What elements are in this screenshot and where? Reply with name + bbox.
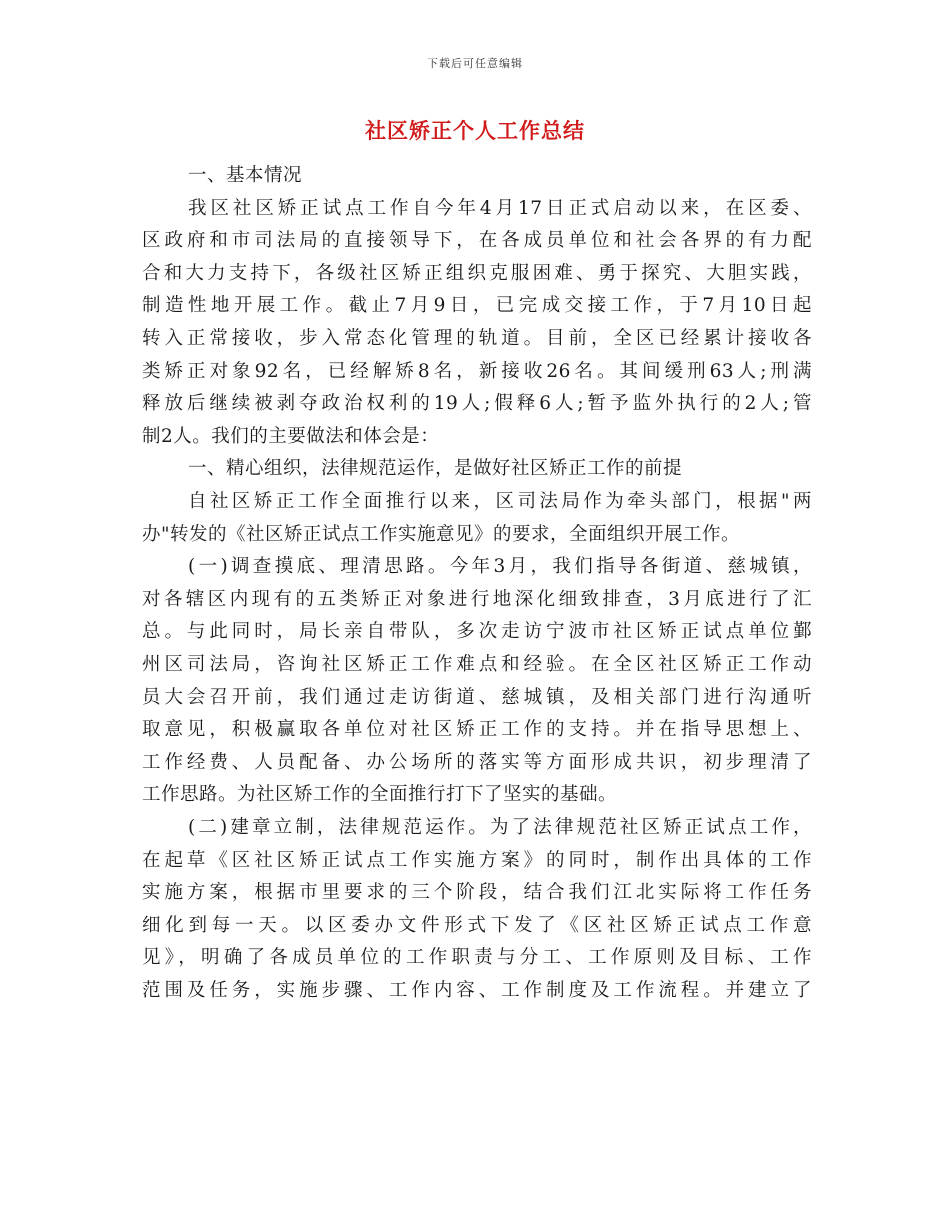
body-line: 见》，明确了各成员单位的工作职责与分工、工作原则及目标、工作	[142, 947, 812, 968]
body-line: 办"转发的《社区矫正试点工作实施意见》的要求，全面组织开展工作。	[142, 524, 741, 545]
body-line: 范围及任务，实施步骤、工作内容、工作制度及工作流程。并建立了	[142, 980, 812, 1001]
body-line: 细化到每一天。以区委办文件形式下发了《区社区矫正试点工作意	[142, 915, 812, 936]
body-line: 制2人。我们的主要做法和体会是：	[142, 426, 440, 447]
body-line: 州区司法局，咨询社区矫正工作难点和经验。在全区社区矫正工作动	[142, 654, 812, 675]
body-line: 工作思路。为社区矫工作的全面推行打下了坚实的基础。	[142, 784, 618, 805]
body-line: 制造性地开展工作。截止7月9日，已完成交接工作，于7月10日起	[142, 295, 812, 316]
page-header-note: 下载后可任意编辑	[427, 57, 523, 70]
body-line: (二)建章立制，法律规范运作。为了法律规范社区矫正试点工作，	[188, 817, 812, 838]
body-line: 一、基本情况	[188, 165, 303, 186]
body-line: 在起草《区社区矫正试点工作实施方案》的同时，制作出具体的工作	[142, 850, 812, 871]
body-line: 对各辖区内现有的五类矫正对象进行地深化细致排查，3月底进行了汇	[142, 589, 812, 610]
body-line: 总。与此同时，局长亲自带队，多次走访宁波市社区矫正试点单位鄞	[142, 621, 812, 642]
body-line: 合和大力支持下，各级社区矫正组织克服困难、勇于探究、大胆实践，	[142, 263, 812, 284]
body-line: 工作经费、人员配备、办公场所的落实等方面形成共识，初步理清了	[142, 752, 812, 773]
body-line: 取意见，积极赢取各单位对社区矫正工作的支持。并在指导思想上、	[142, 719, 812, 740]
body-line: 类矫正对象92名，已经解矫8名，新接收26名。其间缓刑63人;刑满	[142, 361, 812, 382]
body-line: 实施方案，根据市里要求的三个阶段，结合我们江北实际将工作任务	[142, 882, 812, 903]
body-line: 转入正常接收，步入常态化管理的轨道。目前，全区已经累计接收各	[142, 328, 812, 349]
body-line: 自社区矫正工作全面推行以来，区司法局作为牵头部门，根据"两	[188, 491, 812, 512]
body-line: 员大会召开前，我们通过走访街道、慈城镇，及相关部门进行沟通听	[142, 687, 812, 708]
body-line: (一)调查摸底、理清思路。今年3月，我们指导各街道、慈城镇，	[188, 556, 812, 577]
body-line: 一、精心组织，法律规范运作，是做好社区矫正工作的前提	[188, 458, 683, 479]
body-line: 释放后继续被剥夺政治权利的19人;假释6人;暂予监外执行的2人;管	[142, 393, 812, 414]
body-line: 我区社区矫正试点工作自今年4月17日正式启动以来，在区委、	[188, 198, 812, 219]
document-title: 社区矫正个人工作总结	[365, 118, 585, 143]
body-line: 区政府和市司法局的直接领导下，在各成员单位和社会各界的有力配	[142, 230, 812, 251]
